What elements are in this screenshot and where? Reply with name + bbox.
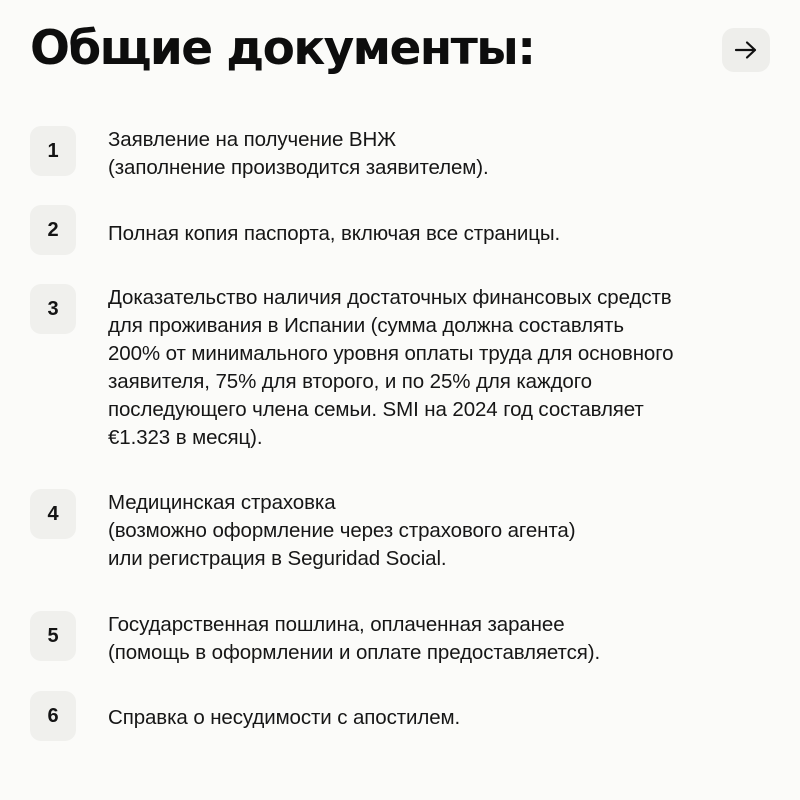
item-text — [108, 126, 773, 182]
item-text-line: Государственная пошлина, оплаченная заранее — [108, 613, 565, 636]
item-number-badge: 4 — [30, 489, 76, 539]
item-text — [108, 489, 773, 573]
item-text-line: (возможно оформление через страхового агента) — [108, 519, 576, 542]
next-button[interactable] — [722, 28, 770, 72]
item-text-line: €1.323 в месяц). — [108, 426, 263, 449]
item-text — [108, 220, 773, 248]
arrow-right-icon — [734, 40, 758, 60]
item-text-line: (помощь в оформлении и оплате предоставляется). — [108, 641, 601, 664]
item-text — [108, 704, 773, 732]
item-text-line: последующего члена семьи. SMI на 2024 год составляет — [108, 398, 644, 421]
item-number-badge: 3 — [30, 284, 76, 334]
item-text-line: Заявление на получение ВНЖ — [108, 128, 396, 151]
item-number-badge: 2 — [30, 205, 76, 255]
item-text-line: 200% от минимального уровня оплаты труда для основного — [108, 342, 674, 365]
item-text-line: для проживания в Испании (сумма должна составлять — [108, 314, 624, 337]
item-number-badge: 6 — [30, 691, 76, 741]
item-text-line: (заполнение производится заявителем). — [108, 156, 489, 179]
item-text-line: или регистрация в Seguridad Social. — [108, 547, 447, 570]
item-number-badge: 1 — [30, 126, 76, 176]
item-text-line: Доказательство наличия достаточных финансовых средств — [108, 286, 672, 309]
item-text — [108, 611, 773, 667]
item-number-badge: 5 — [30, 611, 76, 661]
item-text-line: Медицинская страховка — [108, 491, 336, 514]
item-text-line: Справка о несудимости с апостилем. — [108, 706, 461, 729]
page-title: Общие документы: — [30, 21, 535, 76]
item-text-line: заявителя, 75% для второго, и по 25% для каждого — [108, 370, 592, 393]
item-text — [108, 284, 773, 452]
item-text-line: Полная копия паспорта, включая все страницы. — [108, 222, 561, 245]
